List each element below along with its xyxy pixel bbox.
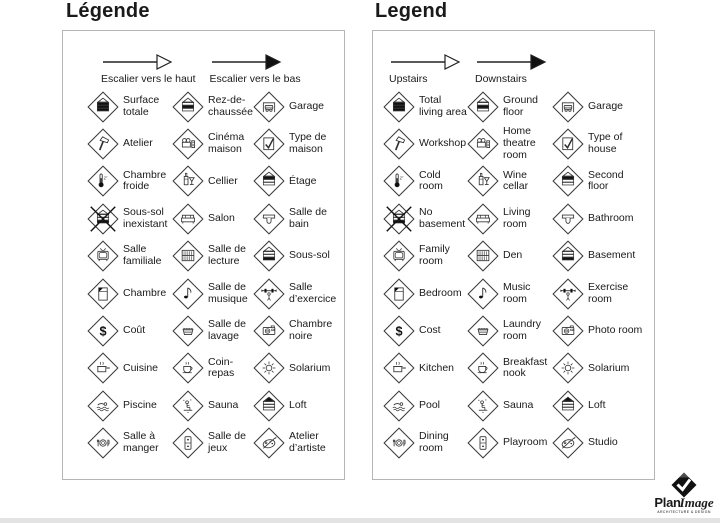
sauna-icon [172, 390, 204, 422]
legend-item-garage [552, 88, 646, 125]
legend-item-no-basement [383, 200, 467, 237]
legend-item-label: Salle familiale [123, 243, 162, 268]
legend-item-label: Photo room [588, 324, 643, 337]
legend-item-laundry-room [467, 312, 552, 349]
legend-item-label: Workshop [419, 137, 467, 150]
breakfast-nook-icon [467, 352, 499, 384]
legend-item-music-room [467, 275, 552, 312]
cold-room-icon [87, 165, 119, 197]
legend-item-studio [552, 425, 646, 462]
legend-item-label: Chambre froide [123, 168, 167, 193]
svg-text:2°: 2° [103, 176, 108, 182]
legend-item-label: Studio [588, 436, 618, 449]
wine-cellar-icon [172, 165, 204, 197]
logo-tagline: ARCHITECTURE & DESIGN [657, 510, 711, 514]
loft-icon [552, 390, 584, 422]
legend-item-solarium [253, 350, 348, 387]
legend-item-label: Salle à manger [123, 430, 159, 455]
basement-icon [253, 240, 285, 272]
legend-item-living-room [172, 200, 253, 237]
page-bottom-edge [0, 518, 720, 523]
legend-item-workshop [383, 125, 467, 162]
legend-item-bathroom [253, 200, 348, 237]
legend-item-label: Sous-sol [289, 249, 330, 262]
family-room-icon [383, 240, 415, 272]
legend-item-solarium [552, 350, 646, 387]
bathroom-icon [253, 203, 285, 235]
kitchen-icon [87, 352, 119, 384]
wine-cellar-icon [467, 165, 499, 197]
kitchen-icon [383, 352, 415, 384]
legend-item-label: Sous-sol inexistant [123, 206, 168, 230]
legend-panel-english [372, 30, 655, 480]
bedroom-icon [87, 278, 119, 310]
svg-text:2°: 2° [399, 176, 404, 182]
legend-item-label: Salle d’exercice [289, 280, 337, 305]
studio-icon [552, 427, 584, 459]
logo-brand-bold: Plan [654, 495, 681, 510]
dining-room-icon [383, 427, 415, 459]
house-type-icon [552, 128, 584, 160]
legend-item-music-room [172, 275, 253, 312]
legend-item-label: Garage [588, 99, 624, 112]
solarium-icon [253, 352, 285, 384]
legend-item-label: Piscine [123, 398, 157, 411]
legend-item-laundry-room [172, 312, 253, 349]
arrow-group-filled [210, 53, 301, 85]
legend-item-label: Cuisine [123, 361, 159, 374]
legend-title-english: Legend [375, 0, 448, 22]
legend-item-label: Salle de bain [289, 206, 327, 230]
no-basement-icon [87, 203, 119, 235]
legend-item-label: Coût [123, 324, 146, 337]
laundry-room-icon [172, 315, 204, 347]
legend-item-label: Salle de musique [208, 280, 248, 305]
legend-item-label: Salle de lecture [208, 243, 246, 268]
second-floor-icon [253, 165, 285, 197]
legend-item-label: Laundry room [503, 318, 541, 343]
svg-text:$: $ [99, 324, 107, 339]
arrow-key [389, 53, 654, 85]
playroom-icon [467, 427, 499, 459]
ground-floor-icon [172, 91, 204, 123]
logo-brand-italic: Image [679, 495, 714, 510]
legend-item-bathroom [552, 200, 646, 237]
legend-item-house-type [253, 125, 348, 162]
legend-item-exercise-room [552, 275, 646, 312]
studio-icon [253, 427, 285, 459]
basement-icon [552, 240, 584, 272]
legend-item-cost [87, 312, 172, 349]
legend-item-living-room [467, 200, 552, 237]
legend-item-second-floor [253, 163, 348, 200]
family-room-icon [87, 240, 119, 272]
legend-item-exercise-room [253, 275, 348, 312]
legend-item-label: Second floor [588, 168, 624, 193]
legend-item-label: Étage [289, 174, 317, 187]
photo-room-icon [552, 315, 584, 347]
legend-item-den [172, 238, 253, 275]
arrow-label: Upstairs [389, 73, 428, 85]
legend-panel-french [62, 30, 345, 480]
legend-item-playroom [467, 425, 552, 462]
laundry-room-icon [467, 315, 499, 347]
legend-item-label: Cost [419, 324, 441, 337]
legend-item-garage [253, 88, 348, 125]
arrow-label: Escalier vers le haut [101, 73, 196, 85]
legend-item-label: Dining room [419, 430, 449, 455]
legend-item-loft [253, 387, 348, 424]
legend-item-label: Basement [588, 249, 636, 262]
pool-icon [383, 390, 415, 422]
legend-item-label: Loft [289, 398, 307, 411]
house-type-icon [253, 128, 285, 160]
legend-item-ground-floor [467, 88, 552, 125]
legend-item-pool [87, 387, 172, 424]
legend-item-wine-cellar [467, 163, 552, 200]
legend-item-photo-room [253, 312, 348, 349]
legend-title-french: Légende [66, 0, 150, 22]
legend-item-label: Breakfast nook [503, 355, 548, 380]
legend-item-home-theatre [467, 125, 552, 162]
legend-item-basement [552, 238, 646, 275]
den-icon [172, 240, 204, 272]
legend-item-no-basement [87, 200, 172, 237]
legend-item-label: Den [503, 249, 523, 262]
den-icon [467, 240, 499, 272]
legend-item-label: Pool [419, 398, 441, 411]
legend-item-label: Music room [503, 280, 531, 305]
legend-item-cost [383, 312, 467, 349]
legend-item-label: Garage [289, 99, 325, 112]
living-room-icon [172, 203, 204, 235]
legend-item-label: Playroom [503, 436, 548, 449]
legend-item-kitchen [383, 350, 467, 387]
legend-item-bedroom [87, 275, 172, 312]
legend-item-label: No basement [419, 206, 466, 230]
bedroom-icon [383, 278, 415, 310]
legend-item-pool [383, 387, 467, 424]
pool-icon [87, 390, 119, 422]
home-theatre-icon [172, 128, 204, 160]
sauna-icon [467, 390, 499, 422]
arrow-group-outline [389, 53, 461, 85]
legend-item-family-room [87, 238, 172, 275]
legend-item-dining-room [87, 425, 172, 462]
legend-item-label: Bathroom [588, 211, 634, 224]
legend-item-label: Type de maison [289, 131, 327, 156]
legend-item-label: Sauna [208, 398, 239, 411]
planimage-logo [653, 472, 715, 514]
music-room-icon [172, 278, 204, 310]
arrow-group-outline [101, 53, 196, 85]
arrow-group-filled [475, 53, 547, 85]
dining-room-icon [87, 427, 119, 459]
loft-icon [253, 390, 285, 422]
legend-item-label: Atelier [123, 137, 153, 150]
legend-item-sauna [467, 387, 552, 424]
legend-item-label: Wine cellar [503, 168, 529, 193]
legend-item-label: Exercise room [588, 280, 629, 305]
ground-floor-icon [467, 91, 499, 123]
legend-item-label: Salle de lavage [208, 318, 246, 343]
second-floor-icon [552, 165, 584, 197]
legend-item-second-floor [552, 163, 646, 200]
legend-item-home-theatre [172, 125, 253, 162]
cost-icon [383, 315, 415, 347]
legend-item-label: Home theatre room [503, 125, 536, 162]
legend-item-label: Living room [503, 206, 531, 230]
legend-item-wine-cellar [172, 163, 253, 200]
legend-item-label: Ground floor [503, 93, 539, 118]
total-area-icon [87, 91, 119, 123]
arrow-label: Downstairs [475, 73, 527, 85]
legend-item-breakfast-nook [467, 350, 552, 387]
living-room-icon [467, 203, 499, 235]
stair-down-arrow-icon [210, 53, 282, 71]
legend-item-kitchen [87, 350, 172, 387]
legend-item-label: Atelier d’artiste [289, 430, 326, 455]
legend-item-family-room [383, 238, 467, 275]
legend-item-label: Cinéma maison [208, 131, 245, 156]
legend-item-label: Salon [208, 211, 235, 224]
legend-item-label: Salle de jeux [208, 430, 246, 455]
cost-icon [87, 315, 119, 347]
arrow-label: Escalier vers le bas [209, 73, 301, 85]
legend-item-label: Kitchen [419, 361, 455, 374]
legend-item-cold-room [87, 163, 172, 200]
solarium-icon [552, 352, 584, 384]
planimage-logo-text [653, 496, 715, 509]
legend-item-playroom [172, 425, 253, 462]
legend-item-label: Sauna [503, 398, 534, 411]
workshop-icon [87, 128, 119, 160]
stair-up-arrow-icon [389, 53, 461, 71]
legend-item-total-area [87, 88, 172, 125]
legend-item-loft [552, 387, 646, 424]
legend-grid [87, 88, 344, 462]
legend-item-label: Coin-repas [208, 355, 235, 380]
legend-item-bedroom [383, 275, 467, 312]
legend-item-photo-room [552, 312, 646, 349]
exercise-room-icon [253, 278, 285, 310]
legend-grid [383, 88, 654, 462]
legend-item-ground-floor [172, 88, 253, 125]
legend-item-sauna [172, 387, 253, 424]
stair-down-arrow-icon [475, 53, 547, 71]
legend-item-label: Solarium [289, 361, 331, 374]
music-room-icon [467, 278, 499, 310]
no-basement-icon [383, 203, 415, 235]
legend-item-label: Cellier [208, 174, 238, 187]
legend-item-label: Chambre noire [289, 318, 333, 343]
playroom-icon [172, 427, 204, 459]
legend-item-label: Family room [419, 243, 450, 268]
legend-item-label: Chambre [123, 286, 167, 299]
garage-icon [253, 91, 285, 123]
photo-room-icon [253, 315, 285, 347]
legend-item-label: Total living area [419, 93, 467, 118]
legend-item-label: Rez-de-chaussée [208, 93, 253, 118]
exercise-room-icon [552, 278, 584, 310]
stair-up-arrow-icon [101, 53, 173, 71]
legend-item-basement [253, 238, 348, 275]
workshop-icon [383, 128, 415, 160]
breakfast-nook-icon [172, 352, 204, 384]
garage-icon [552, 91, 584, 123]
legend-item-den [467, 238, 552, 275]
arrow-key [101, 53, 344, 85]
legend-item-label: Cold room [419, 168, 443, 193]
legend-item-total-area [383, 88, 467, 125]
legend-item-label: Type of house [588, 131, 623, 156]
legend-item-dining-room [383, 425, 467, 462]
legend-item-workshop [87, 125, 172, 162]
legend-item-breakfast-nook [172, 350, 253, 387]
legend-item-label: Solarium [588, 361, 630, 374]
legend-item-house-type [552, 125, 646, 162]
cold-room-icon [383, 165, 415, 197]
legend-item-label: Loft [588, 398, 606, 411]
svg-text:$: $ [395, 324, 403, 339]
legend-item-label: Surface totale [123, 93, 160, 118]
legend-item-label: Bedroom [419, 286, 462, 299]
bathroom-icon [552, 203, 584, 235]
total-area-icon [383, 91, 415, 123]
home-theatre-icon [467, 128, 499, 160]
legend-item-cold-room [383, 163, 467, 200]
legend-item-studio [253, 425, 348, 462]
